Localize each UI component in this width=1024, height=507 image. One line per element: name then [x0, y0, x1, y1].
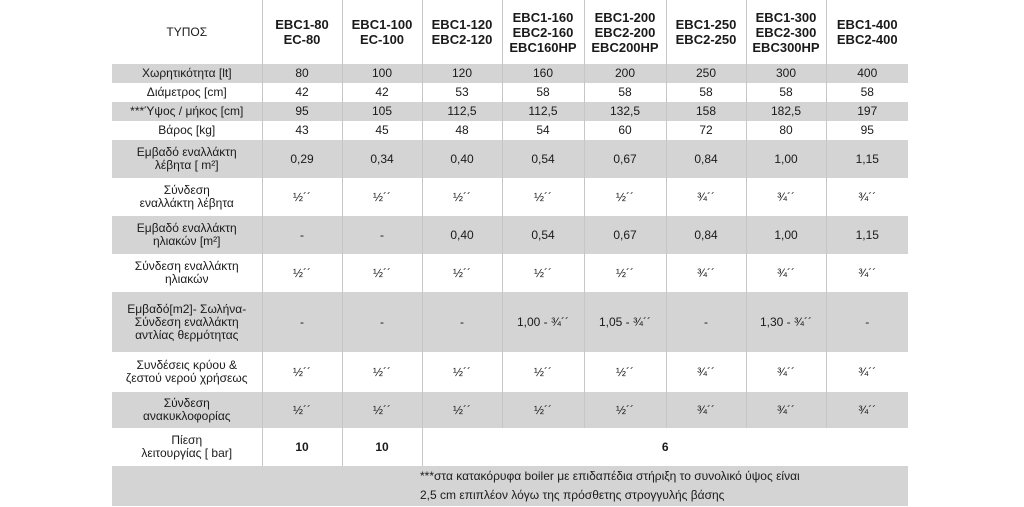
table-cell: ½´´: [422, 352, 502, 392]
model-header: EBC1-160 EBC2-160 EBC160HP: [502, 0, 584, 64]
table-cell: ¾´´: [666, 178, 746, 216]
table-cell: 200: [584, 64, 666, 83]
table-cell: 6: [422, 428, 908, 466]
table-row: [112, 352, 908, 392]
table-cell: 42: [262, 83, 342, 102]
footnote: [112, 466, 908, 506]
table-cell: 43: [262, 121, 342, 140]
table-cell: -: [826, 292, 908, 352]
table-cell: 100: [342, 64, 422, 83]
table-cell: ½´´: [584, 392, 666, 428]
row-label: Εμβαδό[m2]- Σωλήνα- Σύνδεση εναλλάκτη αντλίας θερμότητας: [112, 292, 262, 352]
table-cell: 1,00: [746, 140, 826, 178]
table-cell: ¾´´: [666, 254, 746, 292]
table-cell: 1,05 - ¾´´: [584, 292, 666, 352]
row-label: Διάμετρος [cm]: [112, 83, 262, 102]
table-cell: 1,00: [746, 216, 826, 254]
spec-table: [112, 0, 908, 506]
table-cell: ¾´´: [746, 392, 826, 428]
table-row: [112, 292, 908, 352]
table-cell: -: [342, 216, 422, 254]
table-row: [112, 216, 908, 254]
table-cell: ½´´: [502, 254, 584, 292]
note-row: [112, 466, 908, 506]
pressure-row: [112, 428, 908, 466]
table-cell: ½´´: [584, 254, 666, 292]
table-cell: 95: [826, 121, 908, 140]
table-cell: ½´´: [502, 392, 584, 428]
table-cell: ½´´: [262, 178, 342, 216]
row-label: Σύνδεση ανακυκλοφορίας: [112, 392, 262, 428]
table-cell: 72: [666, 121, 746, 140]
table-cell: ½´´: [422, 254, 502, 292]
table-cell: ¾´´: [826, 254, 908, 292]
table-cell: 0,54: [502, 216, 584, 254]
header-row: [112, 0, 908, 64]
table-cell: 54: [502, 121, 584, 140]
table-cell: 300: [746, 64, 826, 83]
model-header: EBC1-100 EC-100: [342, 0, 422, 64]
row-label: Σύνδεση εναλλάκτη ηλιακών: [112, 254, 262, 292]
table-cell: ½´´: [584, 352, 666, 392]
row-label: Βάρος [kg]: [112, 121, 262, 140]
table-cell: 58: [746, 83, 826, 102]
row-label: ***Ύψος / μήκος [cm]: [112, 102, 262, 121]
type-label: ΤΥΠΟΣ: [166, 24, 208, 39]
row-label: Συνδέσεις κρύου & ζεστού νερού χρήσεως: [112, 352, 262, 392]
table-cell: 400: [826, 64, 908, 83]
table-cell: 0,84: [666, 216, 746, 254]
table-cell: 120: [422, 64, 502, 83]
table-cell: 132,5: [584, 102, 666, 121]
footnote-line: ***στα κατακόρυφα boiler με επιδαπέδια στήριξη το συνολικό ύψος είναι: [420, 469, 800, 483]
table-row: [112, 178, 908, 216]
table-cell: 58: [502, 83, 584, 102]
table-cell: ¾´´: [826, 178, 908, 216]
table-cell: 112,5: [502, 102, 584, 121]
table-cell: -: [262, 292, 342, 352]
table-cell: ¾´´: [826, 352, 908, 392]
table-cell: 0,67: [584, 216, 666, 254]
table-cell: ¾´´: [826, 392, 908, 428]
table-cell: 0,67: [584, 140, 666, 178]
table-cell: 80: [746, 121, 826, 140]
table-row: [112, 64, 908, 83]
table-cell: ½´´: [342, 392, 422, 428]
model-header: EBC1-80 EC-80: [262, 0, 342, 64]
table-cell: -: [262, 216, 342, 254]
row-label: Χωρητικότητα [lt]: [112, 64, 262, 83]
footnote-line: 2,5 cm επιπλέον λόγω της πρόσθετης στρογγυλής βάσης: [420, 488, 725, 502]
table-cell: 10: [342, 428, 422, 466]
table-cell: ½´´: [422, 178, 502, 216]
table-cell: 60: [584, 121, 666, 140]
table-cell: 112,5: [422, 102, 502, 121]
table-cell: 48: [422, 121, 502, 140]
table-cell: 197: [826, 102, 908, 121]
model-header: EBC1-200 EBC2-200 EBC200HP: [584, 0, 666, 64]
table-cell: 10: [262, 428, 342, 466]
table-cell: ¾´´: [746, 254, 826, 292]
model-header: EBC1-400 EBC2-400: [826, 0, 908, 64]
table-cell: 250: [666, 64, 746, 83]
table-cell: 0,40: [422, 140, 502, 178]
table-cell: 1,15: [826, 140, 908, 178]
table-cell: ½´´: [422, 392, 502, 428]
table-cell: -: [422, 292, 502, 352]
table-cell: ½´´: [262, 392, 342, 428]
table-cell: 182,5: [746, 102, 826, 121]
table-cell: ½´´: [262, 254, 342, 292]
table-cell: ½´´: [584, 178, 666, 216]
table-cell: ½´´: [342, 352, 422, 392]
model-header: EBC1-120 EBC2-120: [422, 0, 502, 64]
table-row: [112, 140, 908, 178]
row-label: Σύνδεση εναλλάκτη λέβητα: [112, 178, 262, 216]
row-label: Εμβαδό εναλλάκτη λέβητα [ m²]: [112, 140, 262, 178]
table-cell: 42: [342, 83, 422, 102]
table-cell: 0,40: [422, 216, 502, 254]
table-cell: 53: [422, 83, 502, 102]
model-header: EBC1-300 EBC2-300 EBC300HP: [746, 0, 826, 64]
table-cell: 58: [666, 83, 746, 102]
model-header: EBC1-250 EBC2-250: [666, 0, 746, 64]
table-cell: ½´´: [342, 178, 422, 216]
table-cell: -: [342, 292, 422, 352]
table-cell: 105: [342, 102, 422, 121]
table-cell: ½´´: [342, 254, 422, 292]
table-row: [112, 121, 908, 140]
table-cell: ½´´: [262, 352, 342, 392]
table-cell: ½´´: [502, 178, 584, 216]
table-cell: -: [666, 292, 746, 352]
table-cell: 0,34: [342, 140, 422, 178]
table-cell: 160: [502, 64, 584, 83]
table-cell: 158: [666, 102, 746, 121]
table-cell: 1,00 - ¾´´: [502, 292, 584, 352]
table-cell: 80: [262, 64, 342, 83]
table-row: [112, 254, 908, 292]
table-cell: ¾´´: [746, 352, 826, 392]
table-cell: 0,29: [262, 140, 342, 178]
row-label: Πίεση λειτουργίας [ bar]: [112, 428, 262, 466]
table-cell: ¾´´: [666, 392, 746, 428]
table-cell: ½´´: [502, 352, 584, 392]
table-row: [112, 102, 908, 121]
table-cell: 1,15: [826, 216, 908, 254]
table-cell: 0,54: [502, 140, 584, 178]
table-cell: 1,30 - ¾´´: [746, 292, 826, 352]
table-cell: 58: [584, 83, 666, 102]
table-cell: 58: [826, 83, 908, 102]
table-row: [112, 392, 908, 428]
table-cell: ¾´´: [666, 352, 746, 392]
table-cell: ¾´´: [746, 178, 826, 216]
row-label: Εμβαδό εναλλάκτη ηλιακών [m²]: [112, 216, 262, 254]
table-cell: 95: [262, 102, 342, 121]
table-cell: 0,84: [666, 140, 746, 178]
table-cell: 45: [342, 121, 422, 140]
table-row: [112, 83, 908, 102]
